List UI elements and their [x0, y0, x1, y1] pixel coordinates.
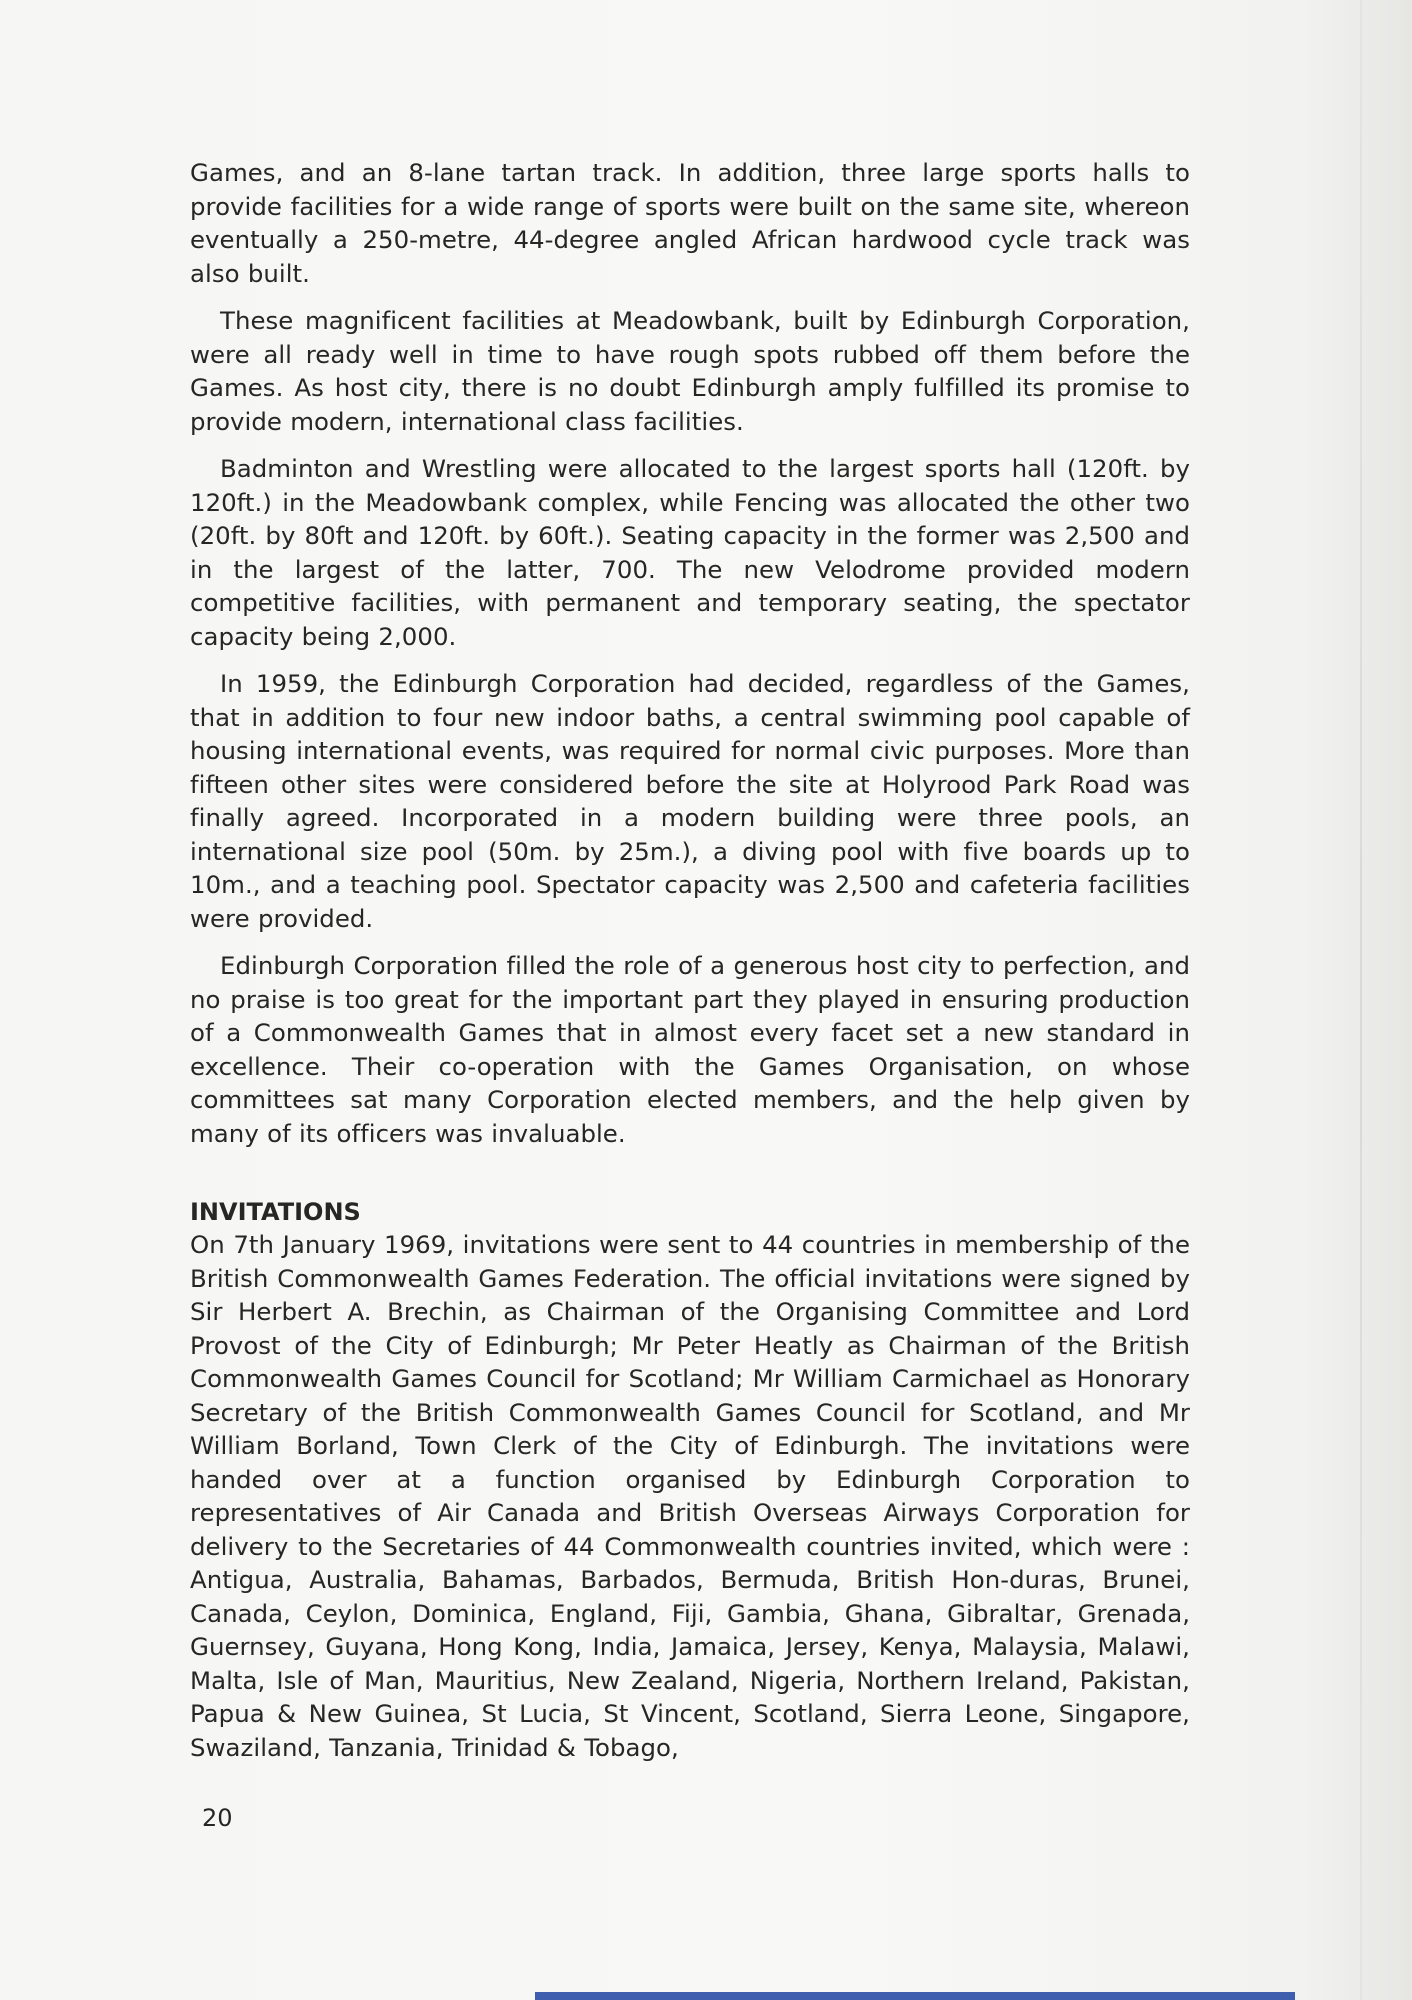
paragraph-meadowbank-facilities: These magnificent facilities at Meadowbank, built by Edinburgh Corporation, were all ready well in time to have rough spots rubbed off them before the Games. As host city, there is no doubt Edinburgh amply fulfilled its promise to provide modern, international class facilities.	[190, 306, 1190, 436]
paragraph-badminton-wrestling: Badminton and Wrestling were allocated to the largest sports hall (120ft. by 120ft.) in the Meadowbank complex, while Fencing was allocated the other two (20ft. by 80ft and 120ft. by 60ft.). Seating capacity in the former was 2,500 and in the largest of the latter, 700. The new Velodrome provided modern competitive facilities, with permanent and temporary seating, the spectator capacity being 2,000.	[190, 454, 1190, 651]
paragraph-continuation: Games, and an 8-lane tartan track. In addition, three large sports halls to provide facilities for a wide range of sports were built on the same site, whereon eventually a 250-metre, 44-degree angled African hardwood cycle track was also built.	[190, 158, 1190, 288]
section-heading-invitations: INVITATIONS	[190, 1198, 361, 1226]
page-fold-shadow	[1360, 0, 1362, 2000]
paragraph-invitations: On 7th January 1969, invitations were sent to 44 countries in membership of the British Commonwealth Games Federation. The official invitations were signed by Sir Herbert A. Brechin, as Chairman of the Organising Committee and Lord Provost of the City of Edinburgh; Mr Peter Heatly as Chairman of the British Commonwealth Games Council for Scotland; Mr William Carmichael as Honorary Secretary of the British Commonwealth Games Council for Scotland, and Mr William Borland, Town Clerk of the City of Edinburgh. The invitations were handed over at a function organised by Edinburgh Corporation to representatives of Air Canada and British Overseas Airways Corporation for delivery to the Secretaries of 44 Commonwealth countries invited, which were : Antigua, Australia, Bahamas, Barbados, Bermuda, British Hon-duras, Brunei, Canada, Ceylon, Dominica, England, Fiji, Gambia, Ghana, Gibraltar, Grenada, Guernsey, Guyana, Hong Kong, India, Jamaica, Jersey, Kenya, Malaysia, Malawi, Malta, Isle of Man, Mauritius, New Zealand, Nigeria, Northern Ireland, Pakistan, Papua & New Guinea, St Lucia, St Vincent, Scotland, Sierra Leone, Singapore, Swaziland, Tanzania, Trinidad & Tobago,	[190, 1230, 1190, 1762]
page-number: 20	[202, 1804, 233, 1832]
paragraph-edinburgh-corporation: Edinburgh Corporation filled the role of a generous host city to perfection, and no praise is too great for the important part they played in ensuring production of a Commonwealth Games that in almost every facet set a new standard in excellence. Their co-operation with the Games Organisation, on whose committees sat many Corporation elected members, and the help given by many of its officers was invaluable.	[190, 951, 1190, 1148]
bottom-edge-strip	[535, 1992, 1295, 2000]
text-column	[190, 156, 1190, 1778]
paragraph-swimming-pool: In 1959, the Edinburgh Corporation had decided, regardless of the Games, that in addition to four new indoor baths, a central swimming pool capable of housing international events, was required for normal civic purposes. More than fifteen other sites were considered before the site at Holyrood Park Road was finally agreed. Incorporated in a modern building were three pools, an international size pool (50m. by 25m.), a diving pool with five boards up to 10m., and a teaching pool. Spectator capacity was 2,500 and cafeteria facilities were provided.	[190, 669, 1190, 933]
